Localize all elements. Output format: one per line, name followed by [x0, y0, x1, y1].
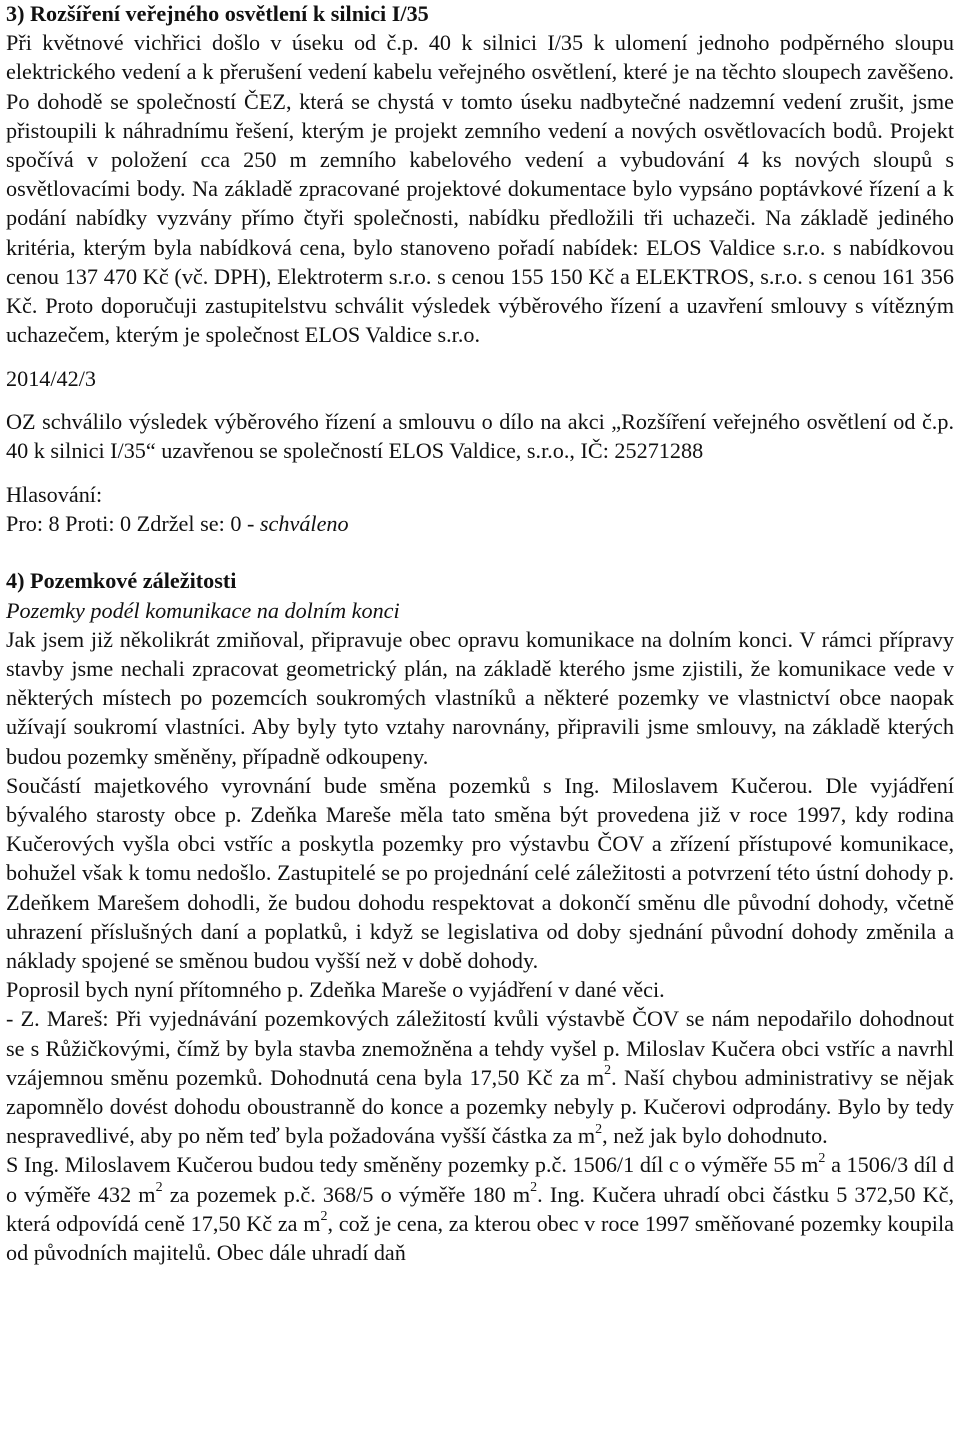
resolution-number: 2014/42/3	[6, 365, 96, 391]
section-4-paragraph-1: Jak jsem již několikrát zmiňoval, připravuje obec opravu komunikace na dolním konci. V rámci přípravy stavby jsme nechali zpracovat geometrický plán, na základě kterého jsme zjistili, že komunikace vede v některých místech po pozemcích soukromých vlastníků a některé pozemky ve vlastnictví obce naopak užívají soukromí vlastníci. Aby byly tyto vztahy narovnány, připravili jsme smlouvy, na základě kterých budou pozemky směněny, případně odkoupeny.	[6, 626, 954, 769]
section-4-paragraph-5	[6, 1150, 954, 1267]
p4-superscript-1: 2	[604, 1063, 612, 1079]
spacer	[6, 552, 954, 566]
spacer	[6, 538, 954, 552]
p5-text-2: a 1506/3 díl d o výměře 432 m	[6, 1152, 955, 1207]
vote-counts: Pro: 8 Proti: 0 Zdržel se: 0 -	[6, 510, 260, 536]
spacer	[6, 393, 954, 407]
p5-superscript-4: 2	[320, 1209, 328, 1225]
spacer	[6, 465, 954, 479]
section-4-subheading: Pozemky podél komunikace na dolním konci	[6, 597, 400, 623]
section-4-paragraph-2: Součástí majetkového vyrovnání bude směna pozemků s Ing. Miloslavem Kučerou. Dle vyjádření bývalého starosty obce p. Zdeňka Mareše měla tato směna být provedena již v roce 1997, kdy rodina Kučerových vyšla obci vstříc a poskytla pozemky pro výstavbu ČOV a zřízení přístupové komunikace, bohužel však k tomu nedošlo. Zastupitelé se po projednání celé záležitosti a potvrzení této ústní dohody p. Zdeňkem Marešem dohodli, že budou dohodu respektovat a dokončí směnu dle původní dohody, včetně uhrazení příslušných daní a poplatků, i když se legislativa od doby sjednání původní dohody změnila a náklady spojené se směnou budou vyšší než v době dohody.	[6, 772, 954, 974]
section-4-paragraph-3: Poprosil bych nyní přítomného p. Zdeňka Mareše o vyjádření v dané věci.	[6, 977, 665, 1003]
p4-text-1: - Z. Mareš: Při vyjednávání pozemkových záležitostí kvůli výstavbě ČOV se nám nepodařilo dohodnout se s Růžičkovými, čímž by byla stavba znemožněna a tehdy vyšel p. Miloslav Kučera obci vstříc a navrhl vzájemnou směnu pozemků. Dohodnutá cena byla 17,50 Kč za m	[6, 1006, 954, 1090]
p5-superscript-1: 2	[818, 1151, 826, 1167]
p4-text-2: . Naší chybou administrativy se nějak zapomnělo dovést dohodu oboustranně do konce a pozemky nebyly p. Kučerovi odprodány. Bylo by tedy nespravedlivé, aby po něm teď byla požadována vyšší částka za m	[6, 1064, 954, 1149]
p5-superscript-3: 2	[530, 1180, 538, 1196]
p4-text-3: , než jak bylo dohodnuto.	[602, 1123, 828, 1149]
p5-superscript-2: 2	[155, 1180, 163, 1196]
p5-text-3: za pozemek p.č. 368/5 o výměře 180 m	[162, 1181, 531, 1207]
section-3-paragraph: Při květnové vichřici došlo v úseku od č.p. 40 k silnici I/35 k ulomení jednoho podpěrného sloupu elektrického vedení a k přerušení vedení kabelu veřejného osvětlení, které je na těchto sloupech zavěšeno. Po dohodě se společností ČEZ, která se chystá v tomto úseku nadbytečné nadzemní vedení zrušit, jsme přistoupili k náhradnímu řešení, kterým je projekt zemního vedení a nových osvětlovacích bodů. Projekt spočívá v položení cca 250 m zemního kabelového vedení a vybudování 4 ks nových sloupů s osvětlovacími body. Na základě zpracované projektové dokumentace bylo vypsáno poptávkové řízení a k podání nabídky vyzvány přímo čtyři společnosti, nabídku předložili tři uchazeči. Na základě jediného kritéria, kterým byla nabídková cena, bylo stanoveno pořadí nabídek: ELOS Valdice s.r.o. s nabídkovou cenou 137 470 Kč (vč. DPH), Elektroterm s.r.o. s cenou 155 150 Kč a ELEKTROS, s.r.o. s cenou 161 356 Kč. Proto doporučuji zastupitelstvu schválit výsledek výběrového řízení a uzavření smlouvy s vítězným uchazečem, kterým je společnost ELOS Valdice s.r.o.	[6, 30, 954, 348]
p5-text-5: , což je cena, za kterou obec v roce 1997 směňované pozemky koupila od původních majitelů. Obec dále uhradí daň	[6, 1210, 954, 1266]
p5-text-1: S Ing. Miloslavem Kučerou budou tedy směněny pozemky p.č. 1506/1 díl c o výměře 55 m	[6, 1152, 819, 1178]
section-4-paragraph-4	[6, 1004, 954, 1150]
p5-text-4: . Ing. Kučera uhradí obci částku 5 372,50 Kč, která odpovídá ceně 17,50 Kč za m	[6, 1181, 954, 1236]
document-page	[6, 0, 954, 1267]
vote-result: schváleno	[259, 510, 349, 536]
vote-label: Hlasování:	[6, 481, 103, 507]
section-3-heading: 3) Rozšíření veřejného osvětlení k silnici I/35	[6, 1, 429, 26]
spacer	[6, 349, 954, 363]
vote-line	[6, 509, 954, 538]
section-4-heading: 4) Pozemkové záležitosti	[6, 568, 237, 594]
p4-superscript-2: 2	[595, 1121, 603, 1137]
resolution-text: OZ schválilo výsledek výběrového řízení a smlouvu o dílo na akci „Rozšíření veřejného osvětlení od č.p. 40 k silnici I/35“ uzavřenou se společností ELOS Valdice, s.r.o., IČ: 25271288	[6, 409, 954, 464]
